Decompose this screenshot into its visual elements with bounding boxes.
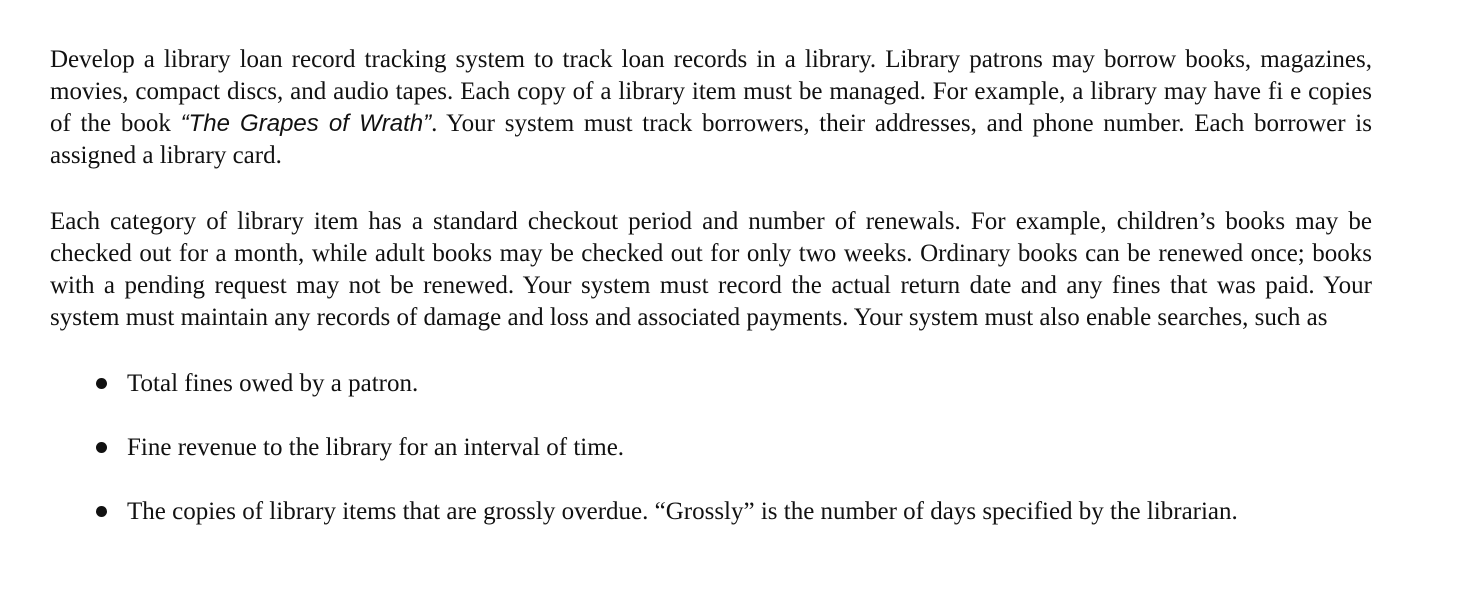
bullet-icon: [96, 506, 107, 517]
paragraph-intro: [50, 44, 1372, 172]
book-title: “The Grapes of Wrath”: [180, 110, 432, 137]
list-item: [50, 368, 1337, 400]
list-item-text: The copies of library items that are grossly overdue. “Grossly” is the number of days specified by the librarian.: [127, 498, 1238, 525]
intro-text-part-2: . Your system must track borrowers, their addresses, and phone number. Each borrower is assigned a library card.: [50, 110, 1372, 169]
bullet-icon: [96, 442, 107, 453]
list-item: [50, 432, 1337, 464]
list-item-text: Fine revenue to the library for an interval of time.: [127, 434, 625, 461]
list-item-text: Total fines owed by a patron.: [127, 370, 419, 397]
list-item: [50, 496, 1337, 528]
document-body: [50, 44, 1372, 528]
intro-text-part-1: Develop a library loan record tracking system to track loan records in a library. Library patrons may borrow books, magazines, movies, compact discs, and audio tapes. Each copy of a library item must be managed. For example, a library may have fi e copies of the book: [50, 46, 1372, 137]
search-examples-list: [50, 368, 1372, 528]
bullet-icon: [96, 378, 107, 389]
paragraph-checkout-rules: Each category of library item has a standard checkout period and number of renewals. For example, children’s books may be checked out for a month, while adult books may be checked out for only two weeks. Ordinary books can be renewed once; books with a pending request may not be renewed. Your system must record the actual return date and any fines that was paid. Your system must maintain any records of damage and loss and associated payments. Your system must also enable searches, such as: [50, 208, 1372, 331]
